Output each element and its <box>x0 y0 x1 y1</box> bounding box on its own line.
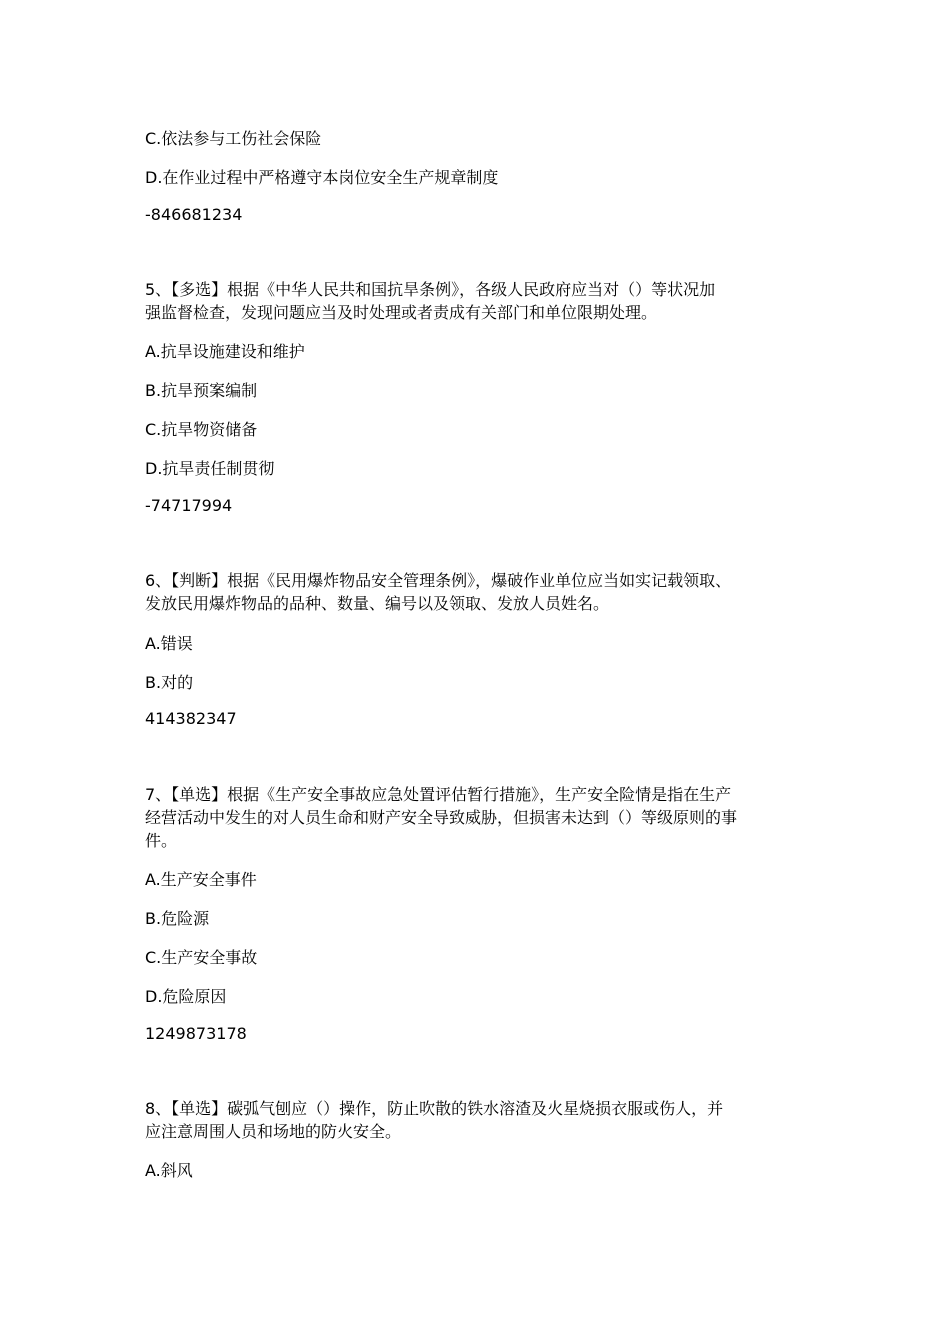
option-line: D.在作业过程中严格遵守本岗位安全生产规章制度 <box>145 168 499 187</box>
option-line: C.抗旱物资储备 <box>145 420 258 439</box>
option-line: C.依法参与工伤社会保险 <box>145 129 322 148</box>
stem-line: 7、【单选】根据《生产安全事故应急处置评估暂行措施》，生产安全险情是指在生产 <box>145 785 732 804</box>
stem-line: 经营活动中发生的对人员生命和财产安全导致威胁，但损害未达到（）等级原则的事 <box>145 808 738 827</box>
stem-line: 件。 <box>145 831 178 850</box>
answer-code: 1249873178 <box>145 1024 247 1043</box>
question-stem-6 <box>145 569 810 615</box>
stem-line: 5、【多选】根据《中华人民共和国抗旱条例》，各级人民政府应当对（）等状况加 <box>145 280 716 299</box>
stem-line: 8、【单选】碳弧气刨应（）操作，防止吹散的铁水溶渣及火星烧损衣服或伤人，并 <box>145 1099 724 1118</box>
question-stem-5 <box>145 278 810 324</box>
answer-code: -74717994 <box>145 496 233 515</box>
answer-code: -846681234 <box>145 205 243 224</box>
option-line: A.生产安全事件 <box>145 870 257 889</box>
stem-line: 应注意周围人员和场地的防火安全。 <box>145 1122 402 1141</box>
stem-line: 强监督检查，发现问题应当及时处理或者责成有关部门和单位限期处理。 <box>145 303 658 322</box>
stem-line: 发放民用爆炸物品的品种、数量、编号以及领取、发放人员姓名。 <box>145 594 610 613</box>
option-line: D.抗旱责任制贯彻 <box>145 459 275 478</box>
option-line: A.错误 <box>145 634 193 653</box>
question-stem-8 <box>145 1097 810 1143</box>
option-line: A.斜风 <box>145 1161 193 1180</box>
option-line: B.危险源 <box>145 909 210 928</box>
answer-code: 414382347 <box>145 709 237 728</box>
option-line: A.抗旱设施建设和维护 <box>145 342 305 361</box>
option-line: C.生产安全事故 <box>145 948 258 967</box>
stem-line: 6、【判断】根据《民用爆炸物品安全管理条例》，爆破作业单位应当如实记载领取、 <box>145 571 732 590</box>
option-line: B.对的 <box>145 673 194 692</box>
option-line: B.抗旱预案编制 <box>145 381 258 400</box>
option-line: D.危险原因 <box>145 987 227 1006</box>
question-stem-7 <box>145 783 810 852</box>
